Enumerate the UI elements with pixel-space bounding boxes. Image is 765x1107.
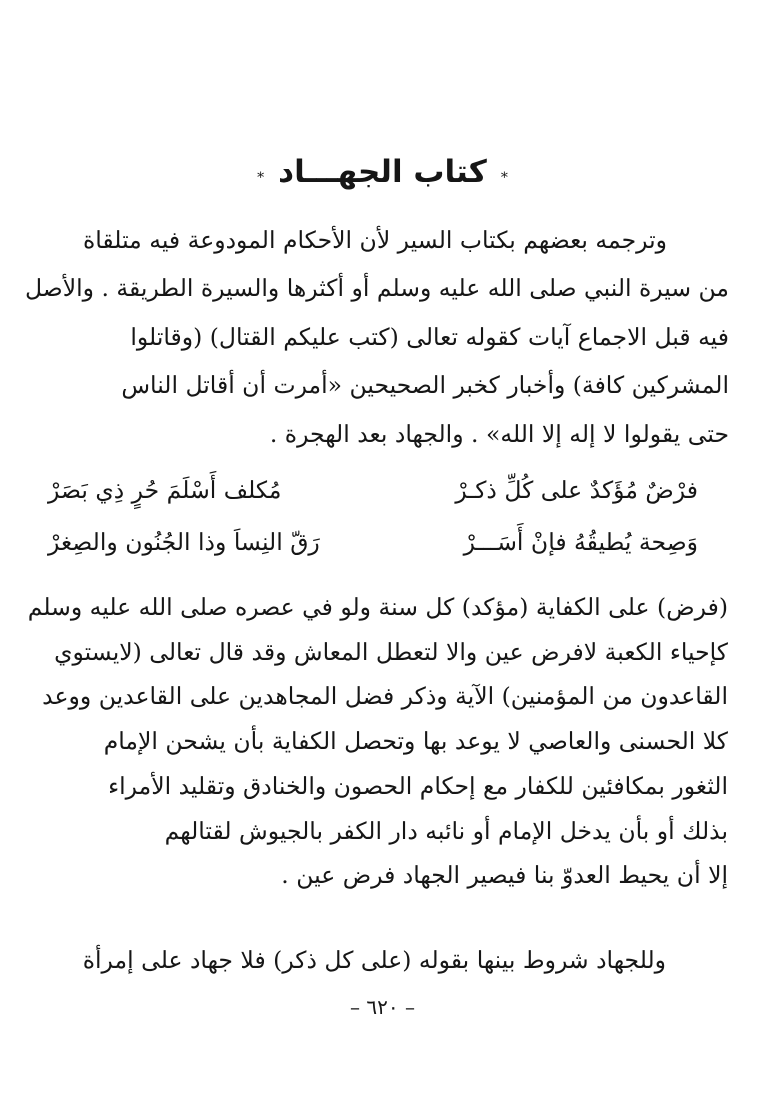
paragraph-line: إلا أن يحيط العدوّ بنا فيصير الجهاد فرض عين . [281,861,728,890]
commentary-paragraph [27,585,728,898]
paragraph-line: وللجهاد شروط بينها بقوله (على كل ذكر) فلا جهاد على إمرأة [82,946,666,974]
paragraph-line: وترجمه بعضهم بكتاب السير لأن الأحكام المودوعة فيه متلقاة [82,226,667,254]
paragraph-line: كلا الحسنى والعاصي لا يوعد بها وتحصل الكفاية بأن يشحن الإمام [103,727,728,756]
paragraph-line: من سيرة النبي صلى الله عليه وسلم أو أكثرها والسيرة الطريقة . والأصل [24,274,729,303]
paragraph-line: حتى يقولوا لا إله إلا الله» . والجهاد بعد الهجرة . [269,419,729,448]
verse-first-hemistich: وَصِحة يُطيقُهُ فإنْ أَسَـــرْ [463,528,698,556]
paragraph-line: كإحياء الكعبة لافرض عين والا لتعطل المعاش وقد قال تعالى (لايستوي [54,637,728,666]
poem-verse [48,528,698,556]
conditions-paragraph [40,936,728,984]
star-ornament-right: * [500,170,508,186]
star-ornament-left: * [257,170,265,186]
chapter-title: كتاب الجهـــاد [278,154,487,190]
chapter-heading [0,146,765,198]
paragraph-line: المشركين كافة) وأخبار كخبر الصحيحين «أمرت أن أقاتل الناس [121,371,729,400]
intro-paragraph [24,216,729,458]
page-number: – ٦٢٠ – [350,995,415,1019]
paragraph-line: الثغور بمكافئين للكفار مع إحكام الحصون والخنادق وتقليد الأمراء [108,771,728,800]
paragraph-line: فيه قبل الاجماع آيات كقوله تعالى (كتب عليكم القتال) (وقاتلوا [130,322,729,351]
verse-first-hemistich: فرْضٌ مُؤَكدٌ على كُلِّ ذكـرْ [455,476,698,504]
verse-second-hemistich: رَقّ النِساَ وذا الجُنُون والصِغرْ [48,528,320,556]
poem-verse [48,476,698,504]
paragraph-line: (فرض) على الكفاية (مؤكد) كل سنة ولو في عصره صلى الله عليه وسلم [27,593,728,621]
paragraph-line: القاعدون من المؤمنين) الآية وذكر فضل المجاهدين على القاعدين ووعد [42,682,728,711]
verse-second-hemistich: مُكلف أَسْلَمَ حُرٍ ذِي بَصَرْ [48,476,282,504]
paragraph-line: بذلك أو بأن يدخل الإمام أو نائبه دار الكفر بالجيوش لقتالهم [164,816,728,845]
